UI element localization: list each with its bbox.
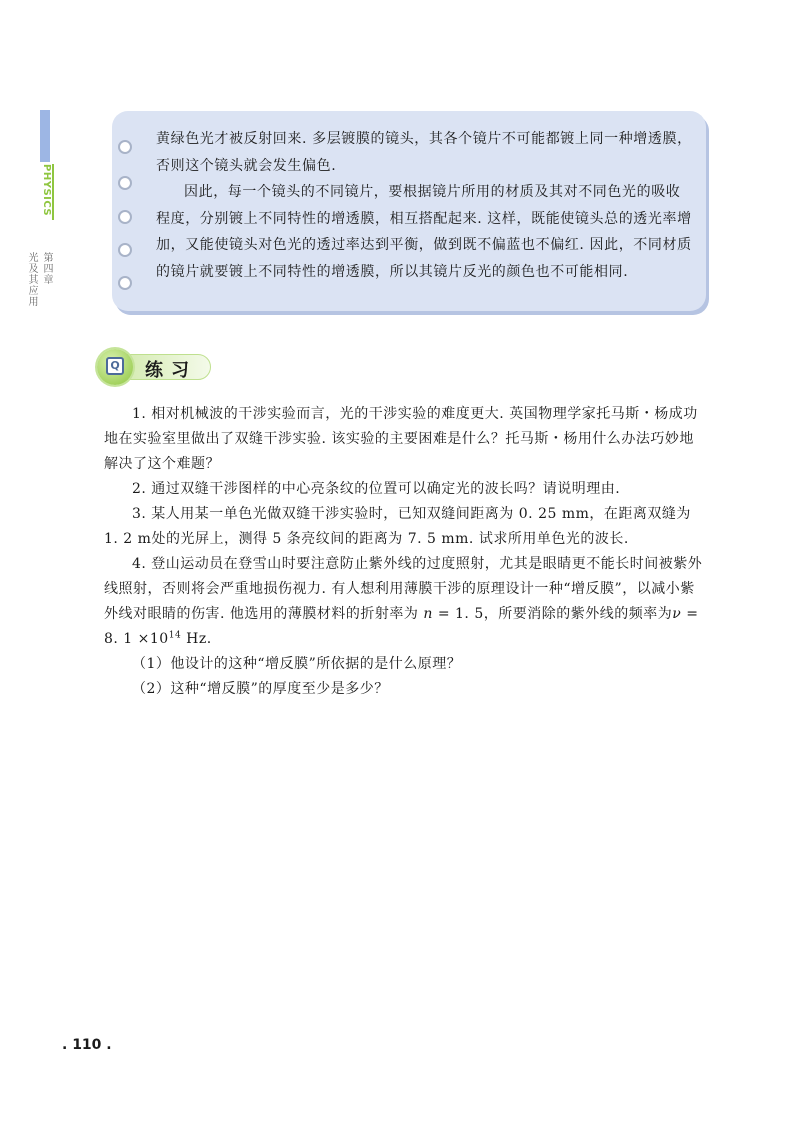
refractive-index-symbol: n bbox=[423, 606, 433, 622]
frequency-unit: Hz. bbox=[181, 631, 212, 647]
binder-ring-icon bbox=[118, 276, 132, 290]
sidebar-chapter bbox=[26, 252, 54, 307]
exercise-question bbox=[104, 552, 704, 652]
q4-text: 4. 登山运动员在登雪山时要注意防止紫外线的过度照射，尤其是眼睛更不能长时间被紫外线照射，否则将会严重地损伤视力. 有人想利用薄膜干涉的原理设计一种“增反膜”，以减小紫外线对眼睛的伤害. 他选用的薄膜材料的折射率为 bbox=[104, 556, 703, 622]
sidebar-subject-label: PHYSICS bbox=[38, 164, 54, 220]
binder-ring-icon bbox=[118, 176, 132, 190]
exercise-title: 练习 bbox=[145, 360, 197, 381]
exercise-question: 1. 相对机械波的干涉实验而言，光的干涉实验的难度更大. 英国物理学家托马斯・杨成功地在实验室里做出了双缝干涉实验. 该实验的主要困难是什么？托马斯・杨用什么办法巧妙地解决了这个难题？ bbox=[104, 406, 698, 472]
binder-ring-icon bbox=[118, 140, 132, 154]
frequency-exponent: 14 bbox=[168, 630, 182, 641]
exercise-question: 2. 通过双缝干涉图样的中心亮条纹的位置可以确定光的波长吗？请说明理由. bbox=[132, 481, 621, 497]
exercise-icon bbox=[97, 349, 133, 385]
exercise-question: 3. 某人用某一单色光做双缝干涉实验时，已知双缝间距离为 0. 25 mm，在距离双缝为 1. 2 m处的光屏上，测得 5 条亮纹间的距离为 7. 5 mm. 试求所用单色光的波长. bbox=[104, 506, 691, 547]
exercise-body bbox=[104, 402, 704, 702]
exercise-subquestion: （1）他设计的这种“增反膜”所依据的是什么原理？ bbox=[132, 656, 462, 672]
sidebar-color-bar bbox=[40, 110, 50, 162]
note-paragraph: 因此，每一个镜头的不同镜片，要根据镜片所用的材质及其对不同色光的吸收程度，分别镀上不同特性的增透膜，相互搭配起来. 这样，既能使镜头总的透光率增加，又能使镜头对色光的透过率达到平衡，做到既不偏蓝也不偏红. 因此，不同材质的镜片就要镀上不同特性的增透膜，所以其镜片反光的颜色也不可能相同. bbox=[156, 184, 692, 280]
refractive-index-value: = 1. 5，所要消除的紫外线的频率为 bbox=[432, 606, 673, 622]
binder-ring-icon bbox=[118, 243, 132, 257]
sidebar-chapter-title: 光及其应用 bbox=[26, 252, 37, 307]
sidebar-chapter-number: 第四章 bbox=[41, 252, 52, 285]
frequency-symbol: ν bbox=[672, 606, 682, 622]
frequency-value: = 8. 1 ×10 bbox=[104, 606, 699, 647]
page-number: . 110 . bbox=[62, 1037, 112, 1053]
exercise-subquestion: （2）这种“增反膜”的厚度至少是多少？ bbox=[132, 681, 389, 697]
note-paragraph: 黄绿色光才被反射回来. 多层镀膜的镜头，其各个镜片不可能都镀上同一种增透膜，否则这个镜头就会发生偏色. bbox=[156, 131, 692, 174]
binder-ring-icon bbox=[118, 210, 132, 224]
exercise-header bbox=[97, 349, 217, 385]
magnifier-icon: Q bbox=[106, 357, 124, 375]
note-text bbox=[156, 126, 692, 285]
